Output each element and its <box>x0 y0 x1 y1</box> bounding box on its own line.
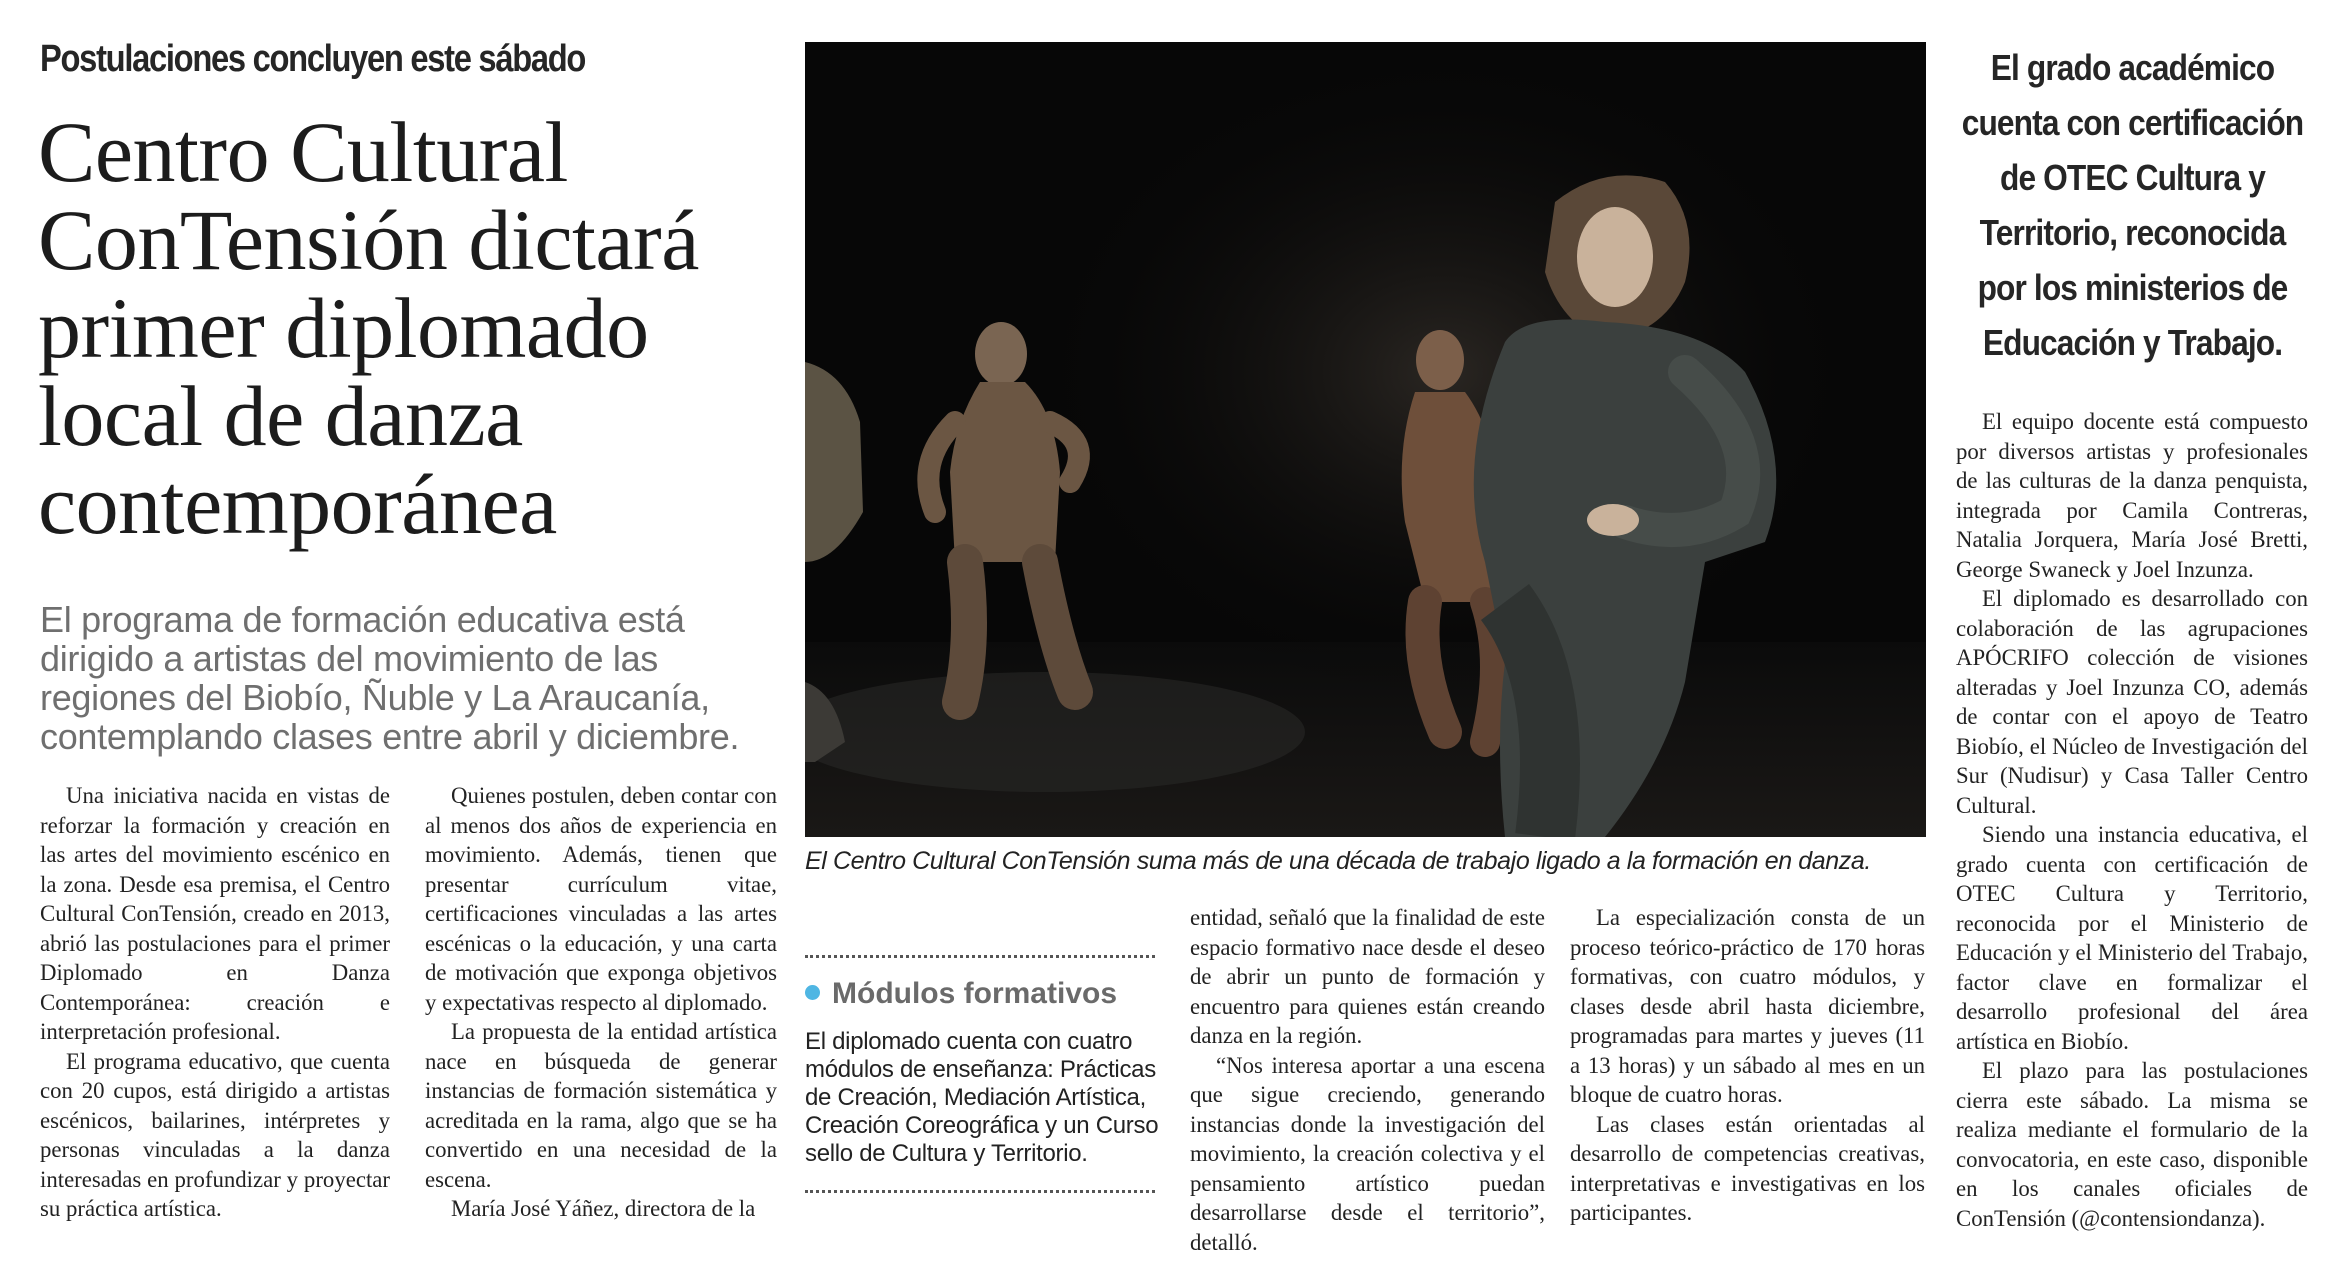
sidebar-bottom-rule <box>805 1190 1155 1193</box>
paragraph: La especialización consta de un proceso teórico-práctico de 170 horas formativas, con cuatro módulos, y clases desde abril hasta diciembre, programadas para martes y jueves (11 a 13 horas) y un sábado al mes en un bloque de cuatro horas. <box>1570 905 1925 1107</box>
photo-caption: El Centro Cultural ConTensión suma más de una década de trabajo ligado a la formación en danza. <box>805 847 1871 875</box>
pull-quote <box>1935 40 2330 370</box>
sidebar-top-rule <box>805 955 1155 958</box>
body-column-6 <box>1956 407 2308 1233</box>
body-column-5 <box>1570 903 1925 1228</box>
paragraph: Siendo una instancia educativa, el grado cuenta con certificación de OTEC Cultura y Territorio, reconocida por el Ministerio de Educación y el Ministerio del Trabajo, factor clave en formalizar el desarrollo profesional del área artística en Biobío. <box>1956 822 2308 1054</box>
body-column-4 <box>1190 903 1545 1257</box>
paragraph: María José Yáñez, directora de la <box>451 1196 756 1221</box>
paragraph: Una iniciativa nacida en vistas de reforzar la formación y creación en las artes del movimiento escénico en la zona. Desde esa premisa, el Centro Cultural ConTensión, creado en 2013, abrió las postulaciones para el primer Diplomado en Danza Contemporánea: creación e interpretación profesional. <box>40 783 390 1044</box>
article-headline: Centro Cultural ConTensión dictará primer diplomado local de danza contemporánea <box>38 104 699 552</box>
body-column-2 <box>425 781 777 1224</box>
paragraph: La propuesta de la entidad artística nace en búsqueda de generar instancias de formación sistemática y acreditada en la rama, algo que se ha convertido en una necesidad de la escena. <box>425 1019 777 1192</box>
article-deck: El programa de formación educativa está dirigido a artistas del movimiento de las regiones del Biobío, Ñuble y La Araucanía, contemplando clases entre abril y diciembre. <box>40 599 740 757</box>
paragraph: “Nos interesa aportar a una escena que sigue creciendo, generando instancias donde la investigación del movimiento, la creación colectiva y el pensamiento artístico puedan desarrollarse desde el territorio”, detalló. <box>1190 1052 1545 1255</box>
bullet-dot-icon <box>805 985 820 1000</box>
paragraph: El equipo docente está compuesto por diversos artistas y profesionales de las culturas de la danza penquista, integrada por Camila Contreras, Natalia Jorquera, María José Bretti, George Swaneck y Joel Inzunza. <box>1956 409 2308 582</box>
paragraph: entidad, señaló que la finalidad de este espacio formativo nace desde el deseo de abrir un punto de formación y encuentro para quienes están creando danza en la región. <box>1190 905 1545 1048</box>
paragraph: El diplomado es desarrollado con colaboración de las agrupaciones APÓCRIFO colección de visiones alteradas y Joel Inzunza CO, además de contar con el apoyo de Teatro Biobío, el Núcleo de Investigación del Sur (Nudisur) y Casa Taller Centro Cultural. <box>1956 586 2308 818</box>
article-kicker: Postulaciones concluyen este sábado <box>40 38 586 80</box>
body-column-1 <box>40 781 390 1224</box>
dance-photo-illustration <box>805 42 1926 837</box>
paragraph: Las clases están orientadas al desarrollo de competencias creativas, interpretativas e investigativas en los participantes. <box>1570 1111 1925 1225</box>
dance-photo <box>805 42 1926 837</box>
sidebar-body: El diplomado cuenta con cuatro módulos de enseñanza: Prácticas de Creación, Mediación Artística, Creación Coreográfica y un Curso sello de Cultura y Territorio. <box>805 1028 1159 1167</box>
sidebar-title <box>805 977 1165 1011</box>
sidebar-title-text: Módulos formativos <box>832 977 1118 1010</box>
paragraph: El plazo para las postulaciones cierra este sábado. La misma se realiza mediante el formulario de la convocatoria, en este caso, disponible en los canales oficiales de ConTensión (@contensiondanza). <box>1956 1058 2308 1231</box>
paragraph: El programa educativo, que cuenta con 20 cupos, está dirigido a artistas escénicos, bailarines, intérpretes y personas vinculadas a la danza interesadas en profundizar y proyectar su práctica artística. <box>40 1048 390 1221</box>
paragraph: Quienes postulen, deben contar con al menos dos años de experiencia en movimiento. Además, tienen que presentar currículum vitae, certificaciones vinculadas a las artes escénicas o la educación, y una carta de motivación que exponga objetivos y expectativas respecto al diplomado. <box>425 783 777 1015</box>
pull-quote-text: El grado académico cuenta con certificación de OTEC Cultura y Territorio, reconocida por los ministerios de Educación y Trabajo. <box>1961 47 2304 363</box>
